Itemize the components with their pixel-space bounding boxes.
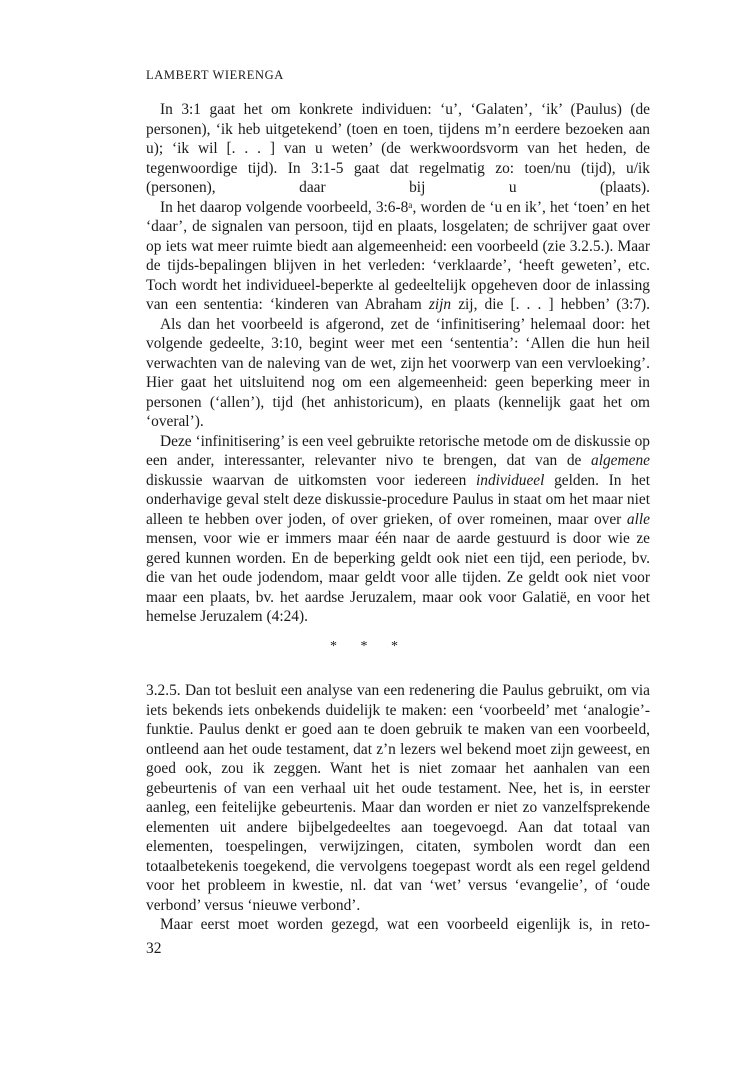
paragraph-6: Maar eerst moet worden gezegd, wat een voorbeeld eigenlijk is, in reto- xyxy=(160,916,650,933)
paragraph-4-text-b: diskussie waarvan de uitkomsten voor iedereen xyxy=(146,471,477,489)
paragraph-4-italic-1: algemene xyxy=(591,452,650,469)
paragraph-4-text-a: Deze ‘infinitisering’ is een veel gebruikte retorische metode om de diskussie op een ander, interessanter, relevanter nivo te brengen, dat van de xyxy=(146,432,650,469)
paragraph-2-text-a: In het daarop volgende voorbeeld, 3:6-8ᵃ, worden de ‘u en ik’, het ‘toen’ en het ‘daar’, de signalen van persoon, tijd en plaats, losgelaten; de schrijver gaat over op iets wat meer ruimte biedt aan algemeenheid: een voorbeeld (zie 3.2.5.). Maar de tijds-bepalingen blijven in het verleden: ‘verklaarde’, ‘heeft geweten’, etc. Toch wordt het individueel-beperkte al gedeeltelijk opgeheven door de inlassing van een sententia: ‘kinderen van Abraham xyxy=(146,198,650,313)
paragraph-3: Als dan het voorbeeld is afgerond, zet de ‘infinitisering’ helemaal door: het volgende gedeelte, 3:10, begint weer met een ‘sententia’: ‘Allen die hun heil verwachten van de naleving van de wet, zijn het voorwerp van een vervloeking’. Hier gaat het uitsluitend nog om een algemeenheid: geen beperking meer in personen (‘allen’), tijd (het anhistoricum), en plaats (kennelijk gaat het om ‘overal’). xyxy=(146,315,650,430)
paragraph-2-italic: zijn xyxy=(428,296,452,313)
paragraph-4-text-d: mensen, voor wie er immers maar één naar de aarde gestuurd is door wie ze gered kunnen worden. En de beperking geldt ook niet een tijd, een periode, bv. die van het oude jodendom, maar geldt voor alle tijden. Ze geldt ook niet voor maar een plaats, bv. het aardse Jeruzalem, maar ook voor Galatië, en voor het hemelse Jeruzalem (4:24). xyxy=(146,530,650,625)
paragraph-2-text-b: zij, die [. . . ] hebben’ (3:7). xyxy=(451,296,650,313)
paragraph-4-italic-2: individueel xyxy=(476,471,545,489)
page-number: 32 xyxy=(146,940,162,957)
paragraph-2 xyxy=(146,198,650,315)
paragraph-1: In 3:1 gaat het om konkrete individuen: ‘u’, ‘Galaten’, ‘ik’ (Paulus) (de personen), ‘ik heb uitgetekend’ (toen en toen, tijdens m’n eerdere bezoeken aan u); ‘ik wil [. . . ] van u weten’ (de werkwoordsvorm van het heden, de tegenwoordige tijd). In 3:1-5 gaat dat regelmatig zo: toen/nu (tijd), u/ik (personen), daar bij u (plaats). xyxy=(146,101,650,196)
paragraph-5: 3.2.5. Dan tot besluit een analyse van een redenering die Paulus gebruikt, om via iets bekends iets onbekends duidelijk te maken: een ‘voorbeeld’ met ‘analogie’-funktie. Paulus denkt er goed aan te doen gebruik te maken van een voorbeeld, ontleend aan het oude testament, dat z’n lezers wel bekend moet zijn geweest, en goed ook, zou ik zeggen. Want het is niet zomaar het aanhalen van een gebeurtenis of van een verhaal uit het oude testament. Nee, het is, in eerster aanleg, een feitelijke gebeurtenis. Maar dan worden er niet zo vanzelfsprekende elementen uit andere bijbelgedeeltes aan toegevoegd. Aan dat totaal van elementen, toespelingen, verwijzingen, citaten, symbolen wordt dan een totaalbetekenis toegekend, die vervolgens toegepast wordt als een regel geldend voor het probleem in kwestie, nl. dat van ‘wet’ versus ‘evangelie’, of ‘oude verbond’ versus ‘nieuwe verbond’. xyxy=(146,682,650,914)
paragraph-4-text-c: gelden. In het onderhavige geval stelt deze diskussie-procedure Paulus in staat om het maar niet alleen te hebben over joden, of over grieken, of over romeinen, maar over xyxy=(146,471,650,528)
main-text-section xyxy=(146,100,650,627)
running-head: LAMBERT WIERENGA xyxy=(146,68,284,82)
section-separator: * * * xyxy=(330,639,408,654)
section-3-2-5 xyxy=(146,681,650,935)
paragraph-4-italic-3: alle xyxy=(626,510,650,528)
paragraph-4 xyxy=(146,432,650,627)
